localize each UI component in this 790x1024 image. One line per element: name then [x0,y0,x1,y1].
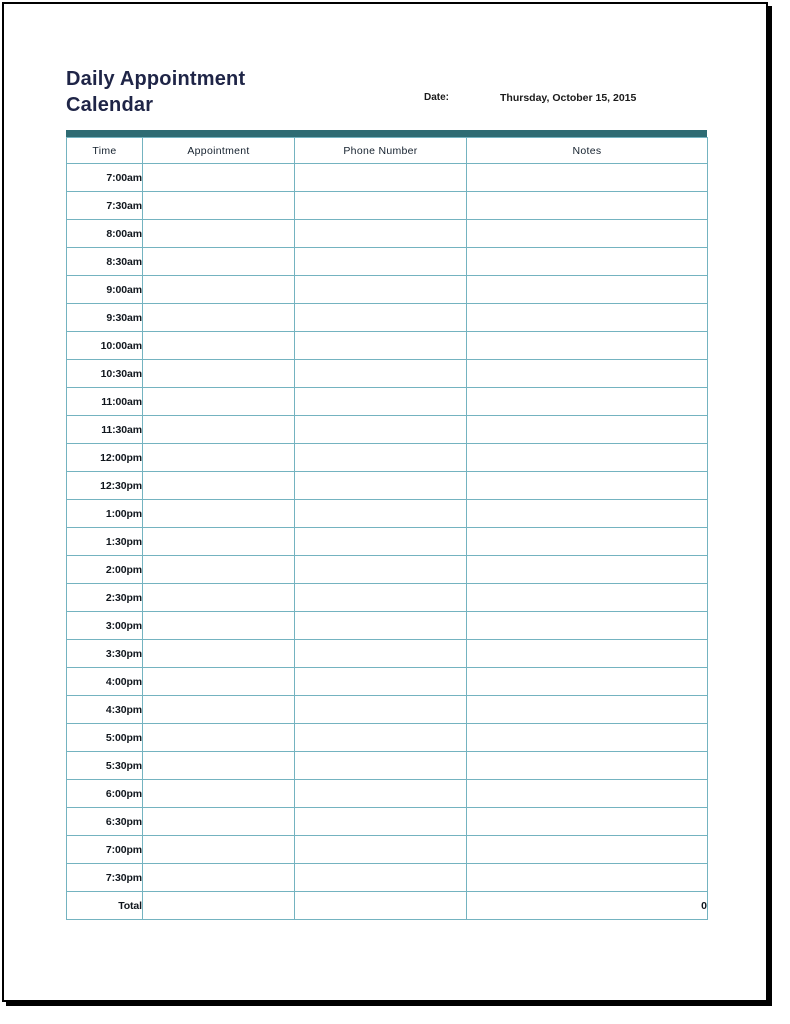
appointment-cell[interactable] [143,752,295,780]
table-row [67,444,708,472]
table-row [67,388,708,416]
time-slot-label: 4:30pm [67,696,143,724]
notes-cell[interactable] [467,276,708,304]
table-row [67,808,708,836]
appointment-cell[interactable] [143,332,295,360]
table-row [67,724,708,752]
page-frame [2,2,768,1002]
table-row [67,556,708,584]
time-slot-label: 8:30am [67,248,143,276]
header-accent-bar [66,130,707,137]
phone-number-cell[interactable] [295,500,467,528]
notes-cell[interactable] [467,332,708,360]
appointment-cell[interactable] [143,556,295,584]
appointment-cell[interactable] [143,528,295,556]
notes-cell[interactable] [467,360,708,388]
phone-number-cell[interactable] [295,416,467,444]
time-slot-label: 2:00pm [67,556,143,584]
phone-number-cell[interactable] [295,724,467,752]
notes-cell[interactable] [467,640,708,668]
notes-cell[interactable] [467,836,708,864]
notes-cell[interactable] [467,668,708,696]
appointment-table [66,137,708,920]
appointment-cell[interactable] [143,192,295,220]
notes-cell[interactable] [467,192,708,220]
column-header-appointment: Appointment [143,138,295,164]
appointment-cell[interactable] [143,416,295,444]
appointment-cell[interactable] [143,304,295,332]
table-row [67,752,708,780]
phone-number-cell[interactable] [295,752,467,780]
appointment-cell[interactable] [143,864,295,892]
table-row [67,248,708,276]
phone-number-cell[interactable] [295,584,467,612]
time-slot-label: 11:30am [67,416,143,444]
table-row [67,584,708,612]
notes-cell[interactable] [467,164,708,192]
total-phone-cell [295,892,467,920]
notes-cell[interactable] [467,472,708,500]
appointment-cell[interactable] [143,612,295,640]
phone-number-cell[interactable] [295,780,467,808]
time-slot-label: 10:00am [67,332,143,360]
phone-number-cell[interactable] [295,192,467,220]
phone-number-cell[interactable] [295,528,467,556]
appointment-cell[interactable] [143,584,295,612]
phone-number-cell[interactable] [295,612,467,640]
time-slot-label: 10:30am [67,360,143,388]
phone-number-cell[interactable] [295,304,467,332]
table-row [67,164,708,192]
time-slot-label: 4:00pm [67,668,143,696]
time-slot-label: 3:30pm [67,640,143,668]
total-value: 0 [467,892,708,920]
appointment-cell[interactable] [143,724,295,752]
appointment-cell[interactable] [143,500,295,528]
document-header [4,4,766,124]
phone-number-cell[interactable] [295,696,467,724]
table-row [67,472,708,500]
time-slot-label: 2:30pm [67,584,143,612]
time-slot-label: 6:30pm [67,808,143,836]
appointment-cell[interactable] [143,780,295,808]
table-row [67,528,708,556]
appointment-cell[interactable] [143,836,295,864]
date-value[interactable]: Thursday, October 15, 2015 [500,92,637,104]
table-row [67,500,708,528]
time-slot-label: 7:30am [67,192,143,220]
phone-number-cell[interactable] [295,444,467,472]
appointment-cell[interactable] [143,696,295,724]
total-row [67,892,708,920]
notes-cell[interactable] [467,752,708,780]
appointment-cell[interactable] [143,808,295,836]
table-row [67,612,708,640]
page-title-line-1: Daily Appointment [66,68,246,90]
phone-number-cell[interactable] [295,640,467,668]
appointment-cell[interactable] [143,360,295,388]
notes-cell[interactable] [467,696,708,724]
time-slot-label: 12:00pm [67,444,143,472]
notes-cell[interactable] [467,416,708,444]
appointment-cell[interactable] [143,668,295,696]
appointment-cell[interactable] [143,220,295,248]
notes-cell[interactable] [467,724,708,752]
appointment-sheet [4,4,766,1000]
appointment-cell[interactable] [143,472,295,500]
phone-number-cell[interactable] [295,248,467,276]
appointment-cell[interactable] [143,164,295,192]
column-header-phone: Phone Number [295,138,467,164]
appointment-cell[interactable] [143,248,295,276]
phone-number-cell[interactable] [295,808,467,836]
notes-cell[interactable] [467,584,708,612]
time-slot-label: 7:00am [67,164,143,192]
table-row [67,668,708,696]
phone-number-cell[interactable] [295,668,467,696]
table-row [67,780,708,808]
phone-number-cell[interactable] [295,276,467,304]
table-body [67,164,708,920]
time-slot-label: 9:00am [67,276,143,304]
table-row [67,332,708,360]
notes-cell[interactable] [467,304,708,332]
phone-number-cell[interactable] [295,388,467,416]
table-row [67,696,708,724]
time-slot-label: 12:30pm [67,472,143,500]
table-row [67,276,708,304]
time-slot-label: 8:00am [67,220,143,248]
time-slot-label: 6:00pm [67,780,143,808]
notes-cell[interactable] [467,528,708,556]
date-field [424,92,724,110]
page-title-line-2: Calendar [66,94,154,116]
notes-cell[interactable] [467,444,708,472]
time-slot-label: 5:30pm [67,752,143,780]
notes-cell[interactable] [467,808,708,836]
notes-cell[interactable] [467,500,708,528]
time-slot-label: 3:00pm [67,612,143,640]
column-header-time: Time [67,138,143,164]
table-header [67,138,708,164]
table-row [67,192,708,220]
time-slot-label: 7:00pm [67,836,143,864]
phone-number-cell[interactable] [295,472,467,500]
notes-cell[interactable] [467,220,708,248]
table-row [67,416,708,444]
date-label: Date: [424,92,450,103]
appointment-cell[interactable] [143,388,295,416]
time-slot-label: 9:30am [67,304,143,332]
notes-cell[interactable] [467,864,708,892]
time-slot-label: 1:30pm [67,528,143,556]
table-row [67,640,708,668]
total-label: Total [67,892,143,920]
notes-cell[interactable] [467,388,708,416]
notes-cell[interactable] [467,556,708,584]
phone-number-cell[interactable] [295,164,467,192]
notes-cell[interactable] [467,780,708,808]
column-header-notes: Notes [467,138,708,164]
appointment-cell[interactable] [143,276,295,304]
table-row [67,864,708,892]
table-row [67,304,708,332]
phone-number-cell[interactable] [295,836,467,864]
table-row [67,836,708,864]
notes-cell[interactable] [467,248,708,276]
phone-number-cell[interactable] [295,332,467,360]
time-slot-label: 7:30pm [67,864,143,892]
appointment-cell[interactable] [143,444,295,472]
time-slot-label: 1:00pm [67,500,143,528]
phone-number-cell[interactable] [295,556,467,584]
appointment-cell[interactable] [143,640,295,668]
notes-cell[interactable] [467,612,708,640]
time-slot-label: 5:00pm [67,724,143,752]
table-row [67,360,708,388]
phone-number-cell[interactable] [295,220,467,248]
phone-number-cell[interactable] [295,864,467,892]
page-title [66,66,346,118]
table-row [67,220,708,248]
phone-number-cell[interactable] [295,360,467,388]
time-slot-label: 11:00am [67,388,143,416]
table-header-row [67,138,708,164]
total-appointment-cell [143,892,295,920]
